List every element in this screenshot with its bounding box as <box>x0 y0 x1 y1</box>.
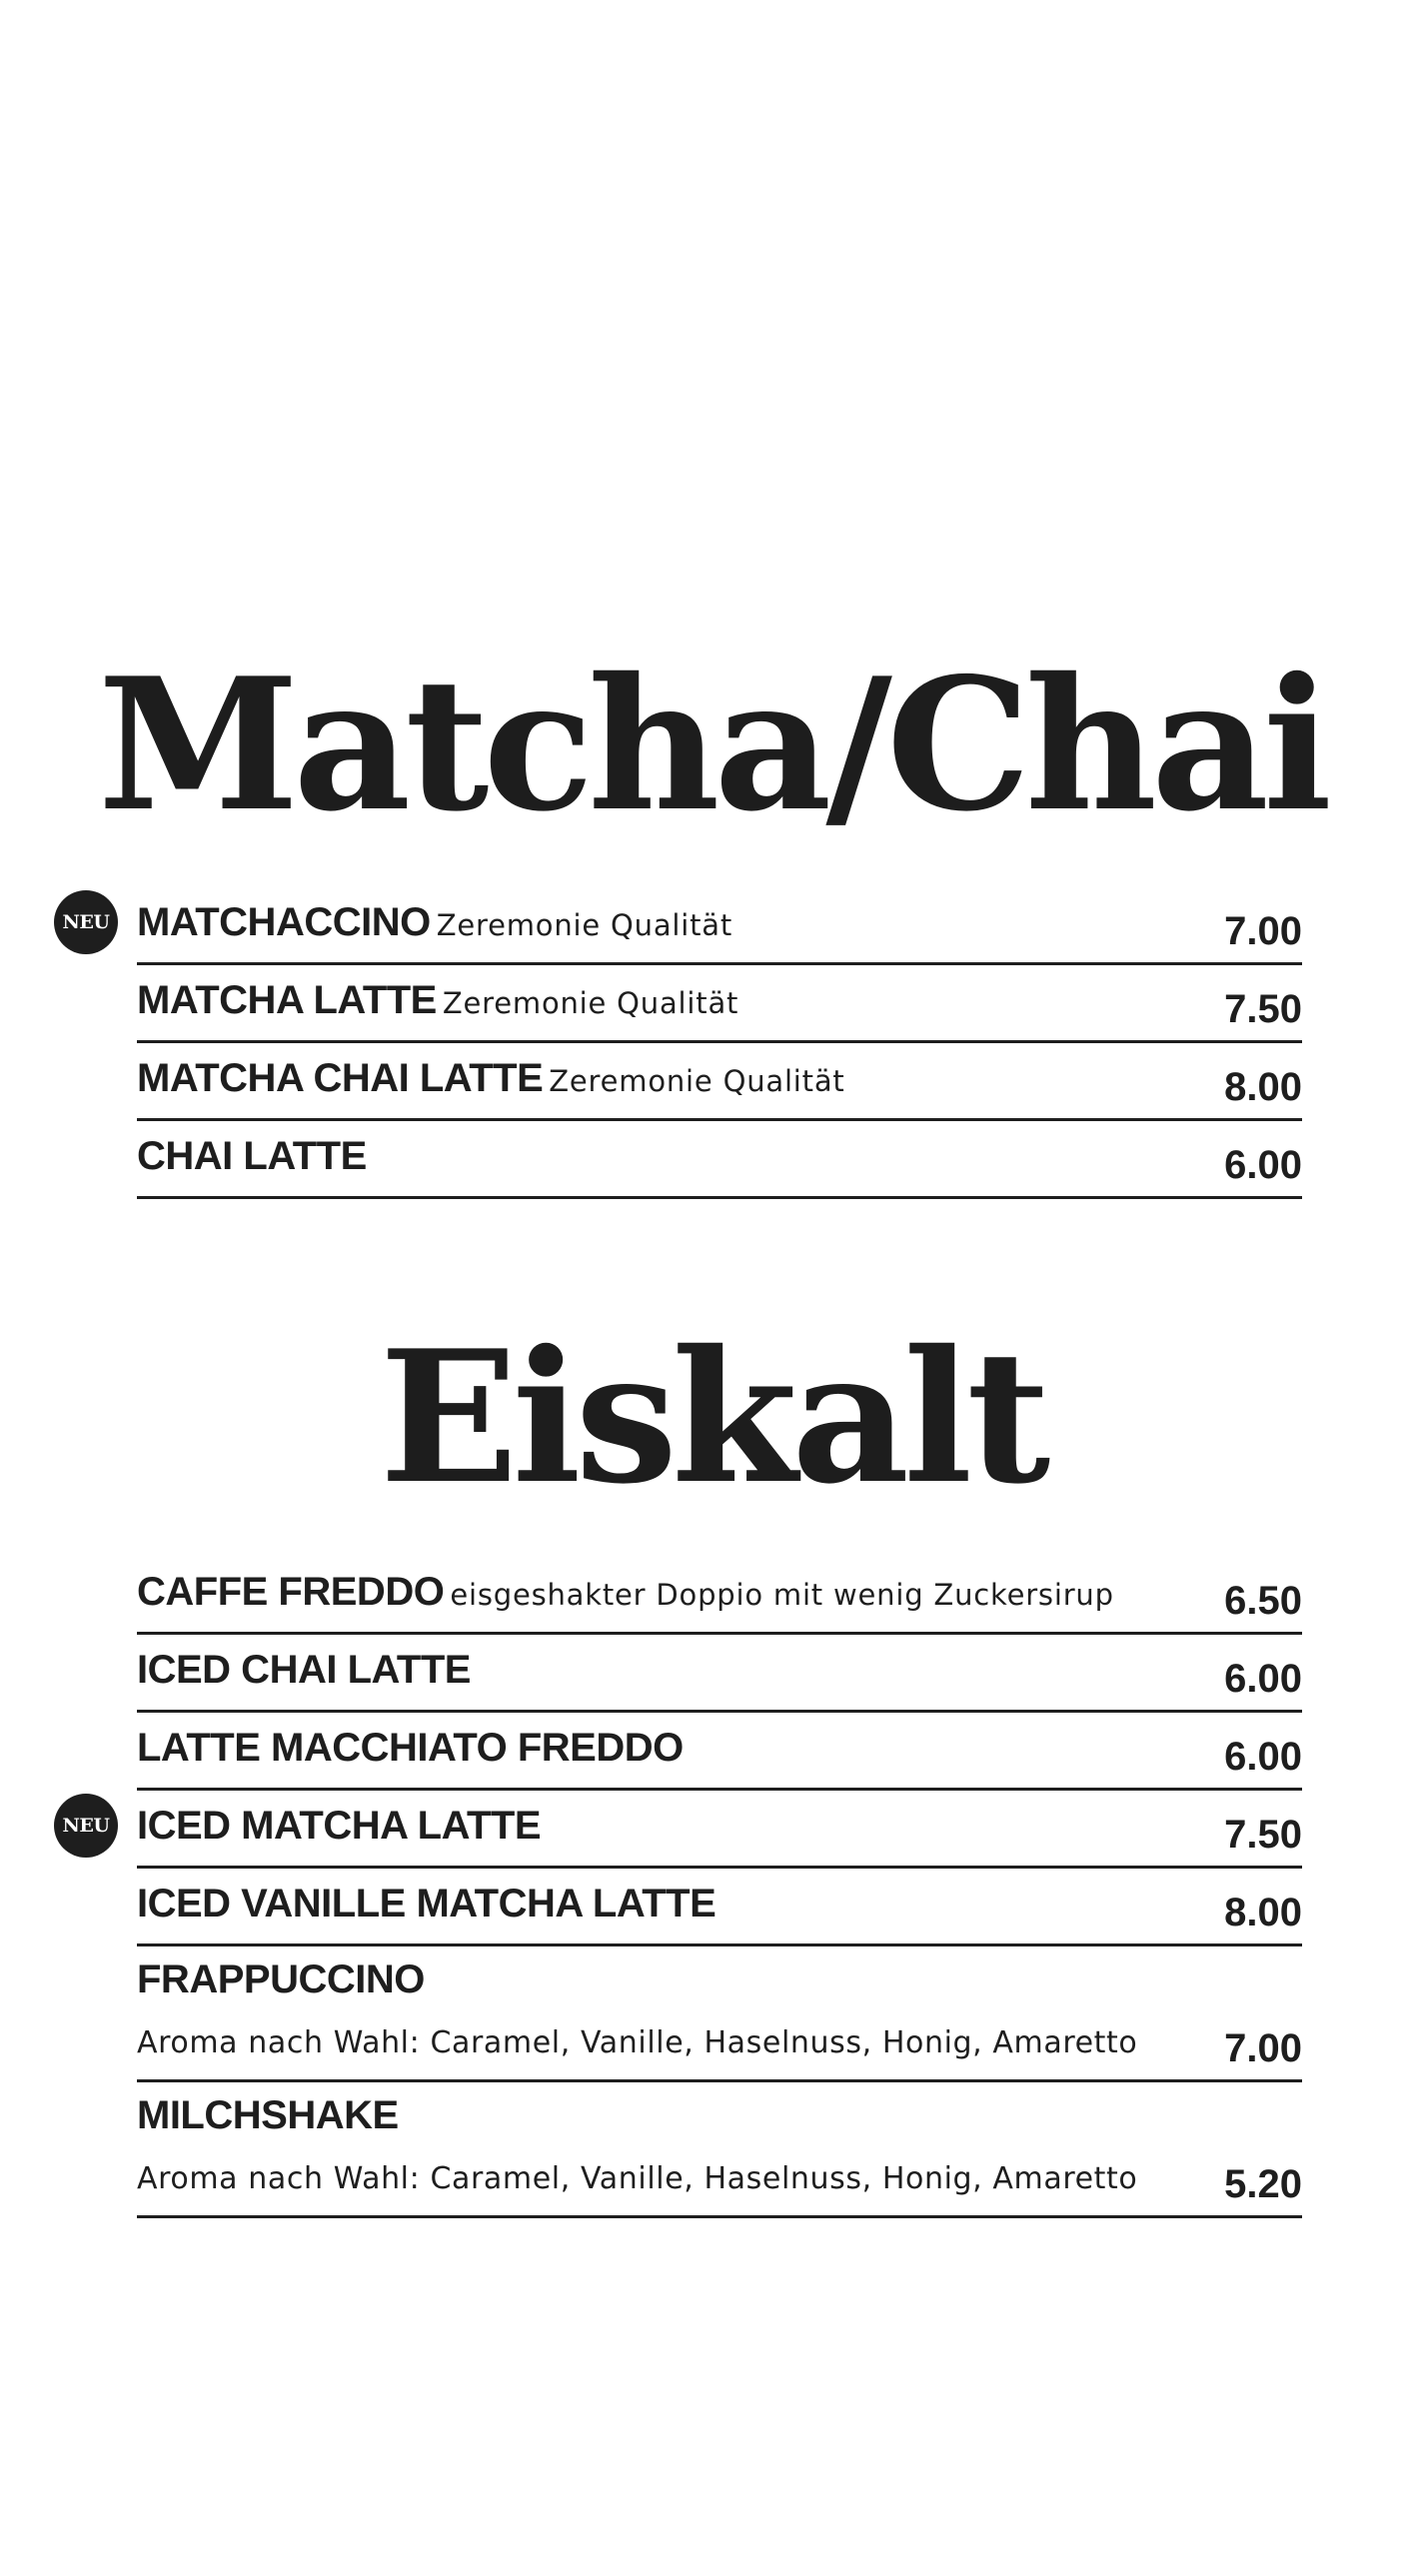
item-description: Zeremonie Qualität <box>442 986 739 1020</box>
neu-badge: NEU <box>54 890 118 954</box>
item-description: Aroma nach Wahl: Caramel, Vanille, Haselnuss, Honig, Amaretto <box>137 2161 1138 2196</box>
section-title-eiskalt: Eiskalt <box>379 1310 1045 1524</box>
item-name: CHAI LATTE <box>137 1134 367 1178</box>
item-description: Zeremonie Qualität <box>436 908 733 942</box>
item-name: MILCHSHAKE <box>137 2093 399 2137</box>
menu-item <box>137 1043 1302 1121</box>
menu-item <box>137 1557 1302 1635</box>
item-price: 8.00 <box>1224 1065 1302 1109</box>
menu-item <box>137 1635 1302 1713</box>
neu-badge: NEU <box>54 1794 118 1858</box>
item-name: LATTE MACCHIATO FREDDO <box>137 1726 684 1770</box>
item-price: 7.00 <box>1224 2026 1302 2070</box>
menu-item <box>137 1713 1302 1791</box>
menu-item <box>137 965 1302 1043</box>
item-price: 7.00 <box>1224 909 1302 953</box>
item-name: FRAPPUCCINO <box>137 1957 425 2001</box>
item-description: Aroma nach Wahl: Caramel, Vanille, Haselnuss, Honig, Amaretto <box>137 2025 1138 2060</box>
menu-list-matcha-chai <box>62 887 1302 1199</box>
menu-item <box>137 1869 1302 1946</box>
menu-item <box>137 1121 1302 1199</box>
item-name: ICED MATCHA LATTE <box>137 1804 542 1848</box>
item-price: 5.20 <box>1224 2162 1302 2206</box>
item-name: MATCHACCINO <box>137 900 431 944</box>
item-name: ICED VANILLE MATCHA LATTE <box>137 1882 716 1926</box>
menu-list-eiskalt <box>62 1557 1302 2218</box>
item-price: 8.00 <box>1224 1891 1302 1934</box>
item-price: 6.50 <box>1224 1579 1302 1623</box>
item-price: 6.00 <box>1224 1657 1302 1701</box>
item-name: MATCHA CHAI LATTE <box>137 1056 544 1100</box>
item-price: 7.50 <box>1224 987 1302 1031</box>
menu-item <box>137 2082 1302 2218</box>
item-name: CAFFE FREDDO <box>137 1570 445 1614</box>
item-name: ICED CHAI LATTE <box>137 1648 471 1692</box>
item-description: eisgeshakter Doppio mit wenig Zuckersirup <box>450 1578 1114 1612</box>
menu-item <box>62 887 1302 965</box>
item-name: MATCHA LATTE <box>137 978 437 1022</box>
section-title-matcha-chai: Matcha/Chai <box>97 638 1327 851</box>
item-price: 7.50 <box>1224 1813 1302 1857</box>
menu-item <box>137 1946 1302 2082</box>
menu-item <box>62 1791 1302 1869</box>
item-price: 6.00 <box>1224 1735 1302 1779</box>
item-description: Zeremonie Qualität <box>549 1064 845 1098</box>
item-price: 6.00 <box>1224 1143 1302 1187</box>
